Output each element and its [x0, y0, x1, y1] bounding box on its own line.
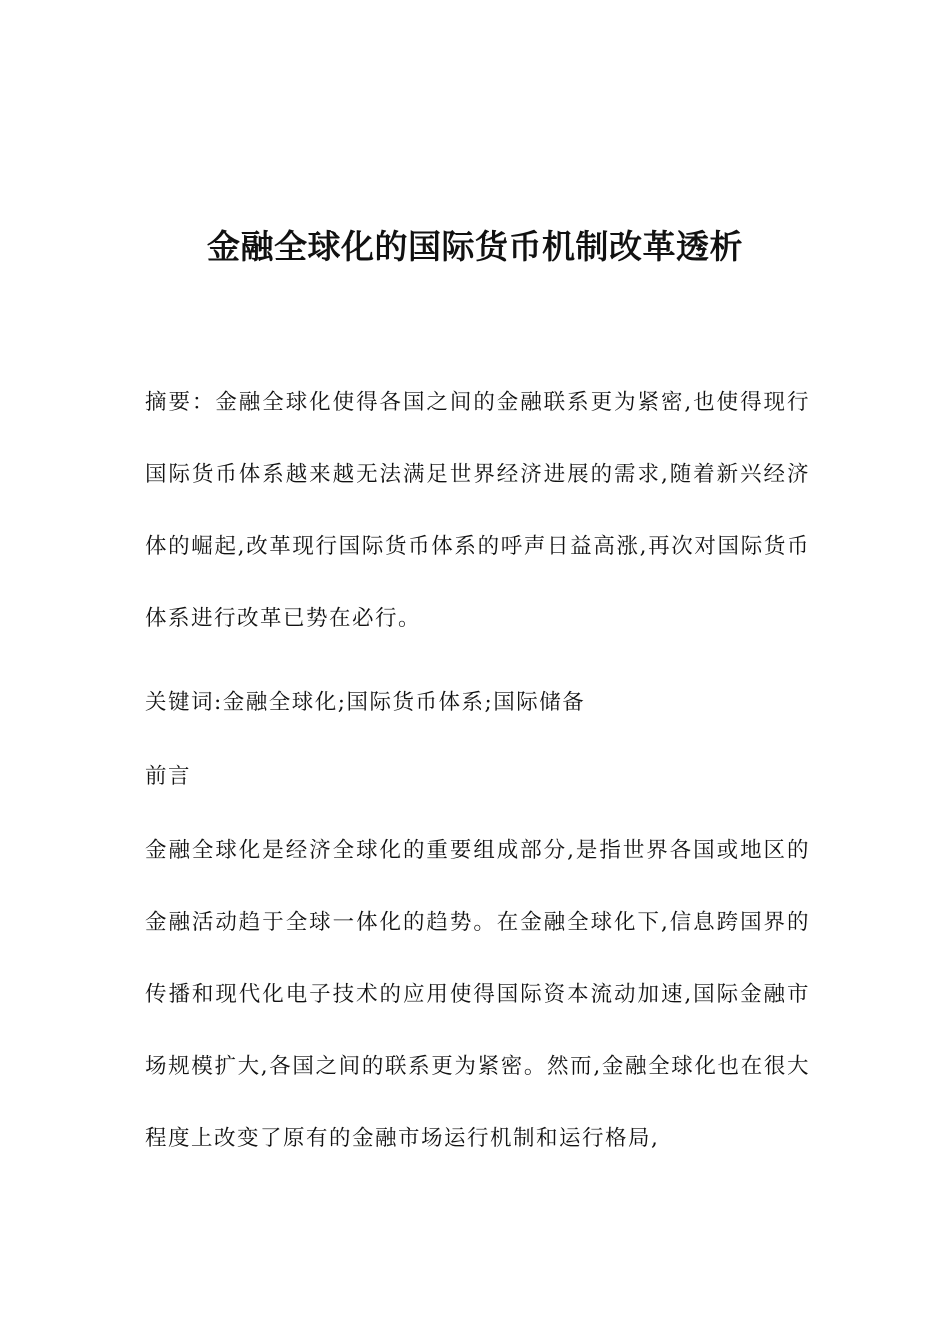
- body-paragraph: 金融全球化是经济全球化的重要组成部分,是指世界各国或地区的金融活动趋于全球一体化的趋势。在金融全球化下,信息跨国界的传播和现代化电子技术的应用使得国际资本流动加速,国际金融市场规模扩大,各国之间的联系更为紧密。然而,金融全球化也在很大程度上改变了原有的金融市场运行机制和运行格局,: [145, 838, 810, 1151]
- preface-heading: 前言: [145, 764, 192, 789]
- abstract-paragraph: 摘要：金融全球化使得各国之间的金融联系更为紧密,也使得现行国际货币体系越来越无法满足世界经济进展的需求,随着新兴经济体的崛起,改革现行国际货币体系的呼声日益高涨,再次对国际货币体系进行改革已势在必行。: [145, 390, 810, 631]
- keywords-line: 关键词:金融全球化;国际货币体系;国际储备: [145, 690, 586, 715]
- document-title: 金融全球化的国际货币机制改革透析: [207, 227, 743, 266]
